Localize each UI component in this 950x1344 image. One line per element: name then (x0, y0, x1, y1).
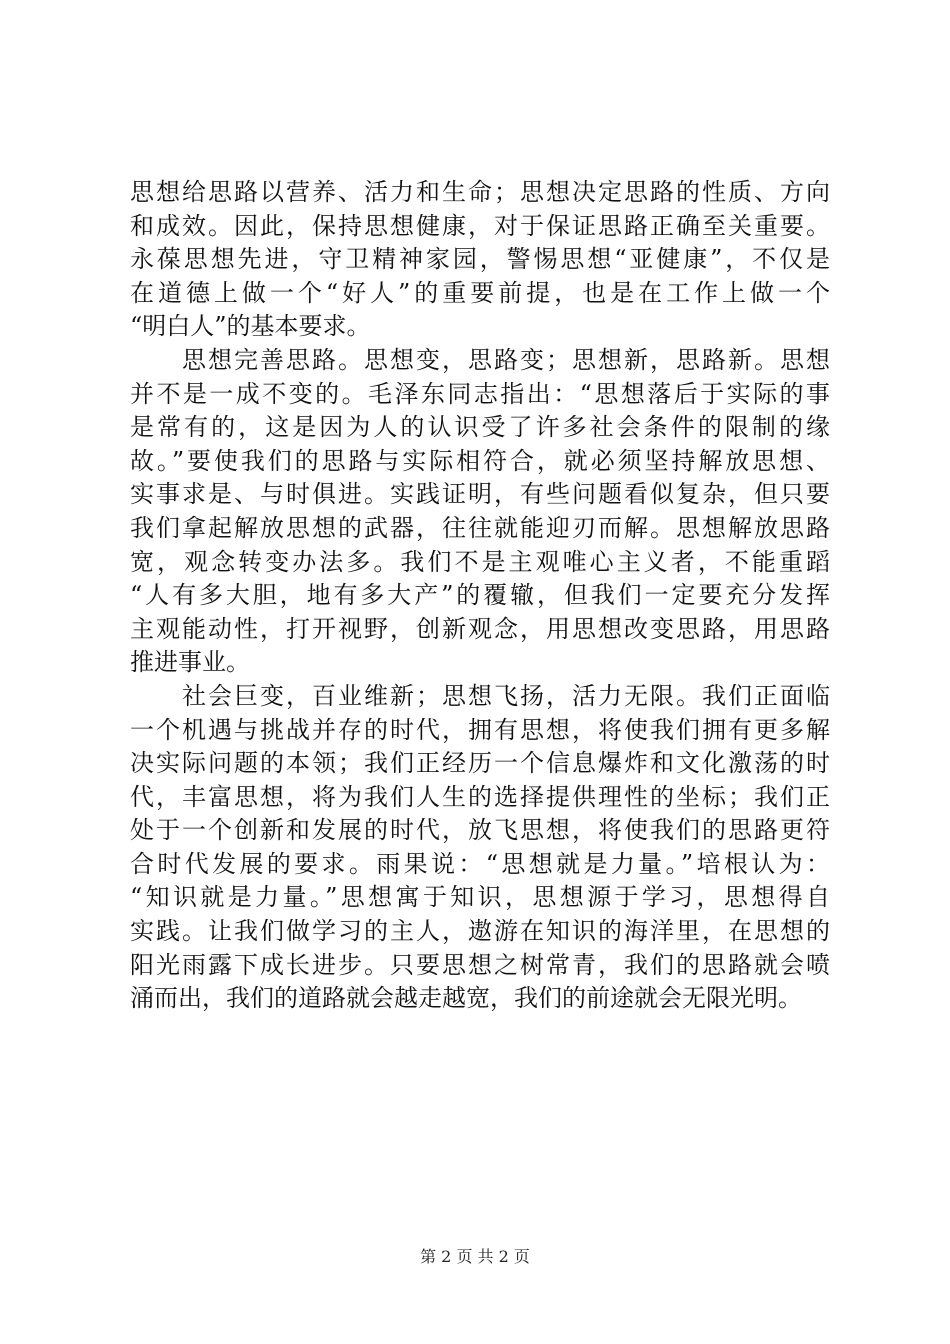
text-line: 和成效。因此，保持思想健康，对于保证思路正确至关重要。 (130, 211, 830, 240)
text-line: 代，丰富思想，将为我们人生的选择提供理性的坐标；我们正 (130, 782, 830, 811)
text-line: 阳光雨露下成长进步。只要思想之树常青，我们的思路就会喷 (130, 950, 830, 979)
text-line: 故。”要使我们的思路与实际相符合，就必须坚持解放思想、 (130, 446, 830, 475)
text-line: “人有多大胆，地有多大产”的覆辙，但我们一定要充分发挥 (130, 581, 830, 610)
text-line: 合时代发展的要求。雨果说：“思想就是力量。”培根认为： (130, 849, 830, 878)
text-line: 实事求是、与时俱进。实践证明，有些问题看似复杂，但只要 (130, 480, 830, 509)
page-footer: 第 2 页 共 2 页 (420, 1247, 530, 1266)
text-line: 一个机遇与挑战并存的时代，拥有思想，将使我们拥有更多解 (130, 715, 830, 744)
text-line: 我们拿起解放思想的武器，往往就能迎刃而解。思想解放思路 (130, 513, 830, 542)
text-line: 社会巨变，百业维新；思想飞扬，活力无限。我们正面临 (130, 681, 830, 710)
text-line: 宽，观念转变办法多。我们不是主观唯心主义者，不能重蹈 (130, 547, 830, 576)
text-line: 推进事业。 (130, 648, 250, 677)
text-line: 涌而出，我们的道路就会越走越宽，我们的前途就会无限光明。 (130, 984, 802, 1013)
text-line: 主观能动性，打开视野，创新观念，用思想改变思路，用思路 (130, 614, 830, 643)
text-line: “知识就是力量。”思想寓于知识，思想源于学习，思想得自 (130, 883, 830, 912)
text-line: 并不是一成不变的。毛泽东同志指出：“思想落后于实际的事 (130, 379, 830, 408)
text-line: 是常有的，这是因为人的认识受了许多社会条件的限制的缘 (130, 413, 830, 442)
text-line: 在道德上做一个“好人”的重要前提，也是在工作上做一个 (130, 278, 830, 307)
text-line: 决实际问题的本领；我们正经历一个信息爆炸和文化激荡的时 (130, 749, 830, 778)
text-line: “明白人”的基本要求。 (130, 312, 371, 341)
text-line: 处于一个创新和发展的时代，放飞思想，将使我们的思路更符 (130, 816, 830, 845)
text-line: 思想给思路以营养、活力和生命；思想决定思路的性质、方向 (130, 178, 830, 206)
body-text (130, 176, 830, 1016)
text-line: 永葆思想先进，守卫精神家园，警惕思想“亚健康”，不仅是 (130, 245, 830, 274)
text-line: 思想完善思路。思想变，思路变；思想新，思路新。思想 (130, 345, 830, 374)
text-line: 实践。让我们做学习的主人，遨游在知识的海洋里，在思想的 (130, 917, 830, 946)
